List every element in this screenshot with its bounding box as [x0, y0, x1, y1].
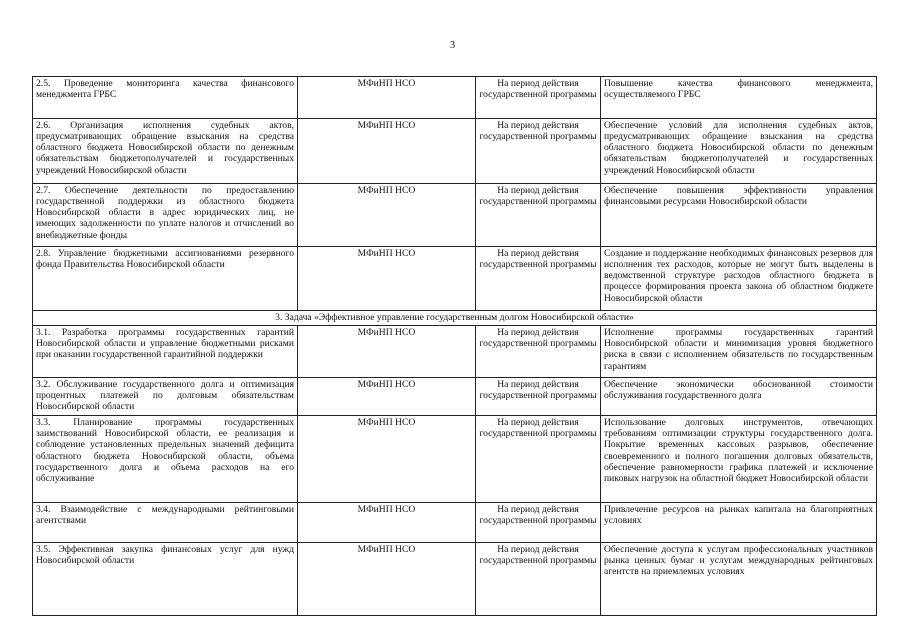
executor-cell: МФиНП НСО — [298, 416, 476, 503]
period-cell: На период действия государственной программы — [476, 247, 601, 311]
activity-cell: 3.5. Эффективная закупка финансовых услуг для нужд Новосибирской области — [33, 543, 298, 616]
activity-cell: 3.1. Разработка программы государственных гарантий Новосибирской области и управление бюджетными рисками при оказании государственной гарантийной поддержки — [33, 326, 298, 378]
table-row — [33, 543, 877, 616]
executor-cell: МФиНП НСО — [298, 184, 476, 247]
result-cell: Обеспечение экономически обоснованной стоимости обслуживания государственного долга — [601, 378, 877, 416]
activities-table — [32, 76, 877, 616]
result-cell: Создание и поддержание необходимых финансовых резервов для исполнения тех расходов, которые не могут быть выделены в ведомственной структуре расходов областного бюджета в процессе формирования проекта закона об областном бюджете Новосибирской области — [601, 247, 877, 311]
executor-cell: МФиНП НСО — [298, 119, 476, 184]
period-cell: На период действия государственной программы — [476, 378, 601, 416]
result-cell: Обеспечение доступа к услугам профессиональных участников рынка ценных бумаг и услугам международных рейтинговых агентств на приемлемых условиях — [601, 543, 877, 616]
result-cell: Исполнение программы государственных гарантий Новосибирской области и минимизация уровня бюджетного риска в связи с исполнением обязательств по государственным гарантиям — [601, 326, 877, 378]
table-row — [33, 77, 877, 119]
result-cell: Привлечение ресурсов на рынках капитала на благоприятных условиях — [601, 503, 877, 543]
result-cell: Обеспечение повышения эффективности управления финансовыми ресурсами Новосибирской области — [601, 184, 877, 247]
executor-cell: МФиНП НСО — [298, 503, 476, 543]
period-cell: На период действия государственной программы — [476, 503, 601, 543]
result-cell: Использование долговых инструментов, отвечающих требованиям оптимизации структуры государственного долга. Покрытие временных кассовых разрывов, обеспечение своевременного и полного погашения долговых обязательств, обеспечение равномерности графика платежей и исключение пиковых нагрузок на областной бюджет Новосибирской области — [601, 416, 877, 503]
task-row — [33, 311, 877, 326]
activity-cell: 2.5. Проведение мониторинга качества финансового менеджмента ГРБС — [33, 77, 298, 119]
table-row — [33, 416, 877, 503]
activity-cell: 3.4. Взаимодействие с международными рейтинговыми агентствами — [33, 503, 298, 543]
table-row — [33, 247, 877, 311]
period-cell: На период действия государственной программы — [476, 184, 601, 247]
result-cell: Обеспечение условий для исполнения судебных актов, предусматривающих обращение взыскания на средства областного бюджета Новосибирской области по денежным обязательствам бюджетополучателей и государственных учреждений Новосибирской области — [601, 119, 877, 184]
executor-cell: МФиНП НСО — [298, 326, 476, 378]
table-row — [33, 326, 877, 378]
activity-cell: 3.2. Обслуживание государственного долга и оптимизация процентных платежей по долговым обязательствам Новосибирской области — [33, 378, 298, 416]
activity-cell: 2.7. Обеспечение деятельности по предоставлению государственной поддержки из областного бюджета Новосибирской области в адрес юридических лиц, не имеющих задолженности по уплате налогов и отчислений во внебюджетные фонды — [33, 184, 298, 247]
task-heading: 3. Задача «Эффективное управление государственным долгом Новосибирской области» — [33, 311, 877, 326]
table-row — [33, 378, 877, 416]
period-cell: На период действия государственной программы — [476, 77, 601, 119]
result-cell: Повышение качества финансового менеджмента, осуществляемого ГРБС — [601, 77, 877, 119]
activity-cell: 2.6. Организация исполнения судебных актов, предусматривающих обращение взыскания на средства областного бюджета Новосибирской области по денежным обязательствам бюджетополучателей и государственных учреждений Новосибирской области — [33, 119, 298, 184]
table-row — [33, 503, 877, 543]
table-row — [33, 184, 877, 247]
period-cell: На период действия государственной программы — [476, 326, 601, 378]
executor-cell: МФиНП НСО — [298, 77, 476, 119]
period-cell: На период действия государственной программы — [476, 416, 601, 503]
period-cell: На период действия государственной программы — [476, 543, 601, 616]
table-row — [33, 119, 877, 184]
page-number: 3 — [449, 40, 456, 51]
executor-cell: МФиНП НСО — [298, 543, 476, 616]
executor-cell: МФиНП НСО — [298, 378, 476, 416]
executor-cell: МФиНП НСО — [298, 247, 476, 311]
activity-cell: 2.8. Управление бюджетными ассигнованиями резервного фонда Правительства Новосибирской области — [33, 247, 298, 311]
period-cell: На период действия государственной программы — [476, 119, 601, 184]
activity-cell: 3.3. Планирование программы государственных заимствований Новосибирской области, ее реализация и соблюдение установленных предельных значений дефицита областного бюджета Новосибирской области, объема государственного долга и объема расходов на его обслуживание — [33, 416, 298, 503]
